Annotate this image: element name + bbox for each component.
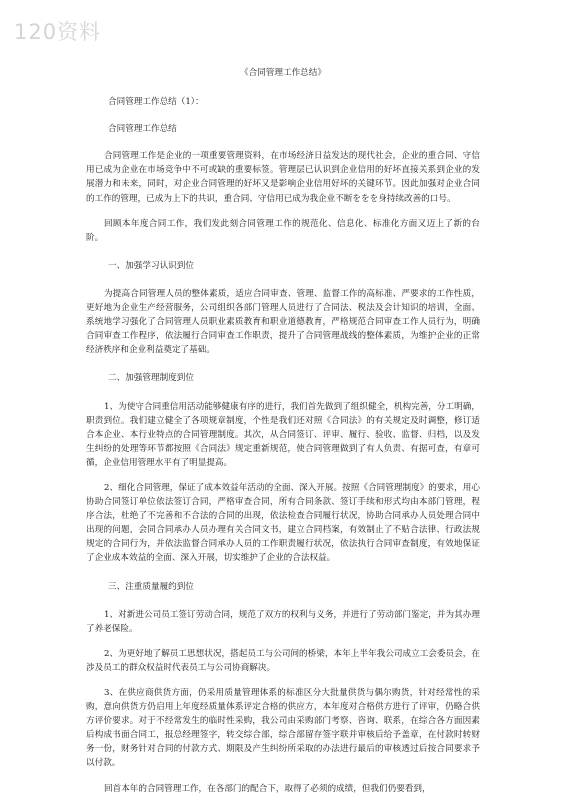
section-title-quality: 三、注重质量履约到位 xyxy=(108,581,194,592)
section-title-system: 二、加强管理制度到位 xyxy=(108,373,194,384)
document-body xyxy=(86,66,480,807)
paragraph-quality-3: 3、在供应商供货方面，仍采用质量管理体系的标准区分大批量供货与偶尔购货，针对经常性的采购，意向供货方仍启用上年度经质量体系评定合格的供应方，本年度对合格供方进行了评审，仍略合供方评价要求。对于不经常发生的临时性采购，我公司由采购部门考察、咨询、联系，在综合各方面因素后构成书面合同工，报总经理签字，转交综合部，综合部留存签字联并审核后给予盖章，在付款时转财务一份，财务针对合同的付款方式、期限及产生纠纷所采取的办法进行最后的审核透过后按合同要求予以付款。 xyxy=(86,688,480,769)
paragraph-training: 为提高合同管理人员的整体素质，适应合同审查、管理、监督工作的高标准、严要求的工作性质，更好地为企业生产经营服务，公司组织各部门管理人员进行了合同法、税法及会计知识的培训，全面、系统地学习强化了合同管理人员职业素质教育和职业道德教育，严格规范合同审查工作人员行为，明确合同审查工作程序，依法履行合同审查工作职责，提升了合同管理战线的整体素质，为维护企业的正常经济秩序和企业利益奠定了基础。 xyxy=(86,288,480,356)
paragraph-quality-1: 1、对新进公司员工签订劳动合同，规范了双方的权利与义务，并进行了劳动部门鉴定，并为其办理了养老保险。 xyxy=(86,609,480,634)
paragraph-intro: 合同管理工作是企业的一项重要管理资料，在市场经济日益发达的现代社会，企业的重合同、守信用已成为企业在市场竞争中不可或缺的重要标签。管理层已认识到企业信用的好坏直接关系到企业的发展潜力和未来，同时，对企业合同管理的好坏又是影响企业信用好坏的关键环节。因此加强对企业合同的工作的管理，已成为上下的共识，重合同、守信用已成为我企业不断ををを身持续改善的口号。 xyxy=(86,151,480,204)
paragraph-closing: 回首本年的合同管理工作，在各部门的配合下，取得了必须的成绩，但我们仍要看到， xyxy=(104,783,431,794)
paragraph-review: 回顾本年度合同工作，我们发此刻合同管理工作的规范化、信息化、标准化方面又迈上了新的台阶。 xyxy=(86,218,480,243)
section-title-study: 一、加强学习认识到位 xyxy=(108,260,194,271)
paragraph-quality-2: 2、为更好地了解员工思想状况，搭起员工与公司间的桥梁，本年上半年我公司成立工会委员会，在涉及员工的群众权益时代表员工与公司协商解决。 xyxy=(86,648,480,673)
paragraph-system-1: 1、为使守合同重信用活动能够健康有序的进行，我们首先做到了组织健全，机构完善，分工明确，职责到位。我们建立健全了各项规章制度，个性是我们还对照《合同法》的有关规定及时调整，修订适合本企业、本行业特点的合同管理制度。其次，从合同签订、评审、履行、验收、监督、归档，以及发生纠纷的处理等环节都按照《合同法》规定重新规范，使合同管理做到了有人负责、有据可查，有章可循，企业信用管理水平有了明显提高。 xyxy=(86,401,480,468)
watermark-logo: 120资料 xyxy=(14,20,102,44)
document-title: 《合同管理工作总结》 xyxy=(240,68,326,78)
section-heading-1: 合同管理工作总结（1）： xyxy=(108,97,204,108)
paragraph-system-2: 2、细化合同管理，保证了成本效益年活动的全面、深入开展。按照《合同管理制度》的要求，用心协助合同签订单位依法签订合同，严格审查合同，所有合同条款、签订手续和形式均由本部门管理，程序合法，杜绝了不完善和不合法的合同的出现，依法检查合同履行状况，协助合同承办人员处理合同中出现的问题，会同合同承办人员办理有关合同文书，建立合同档案，有效制止了不贴合法律、行政法规规定的合同行为，并依法监督合同承办人员的工作职责履行状况，依法执行合同审查制度，有效地保证了企业成本效益的全面、深入开展，切实维护了企业的合法权益。 xyxy=(86,482,480,564)
section-subheading: 合同管理工作总结 xyxy=(108,124,177,135)
